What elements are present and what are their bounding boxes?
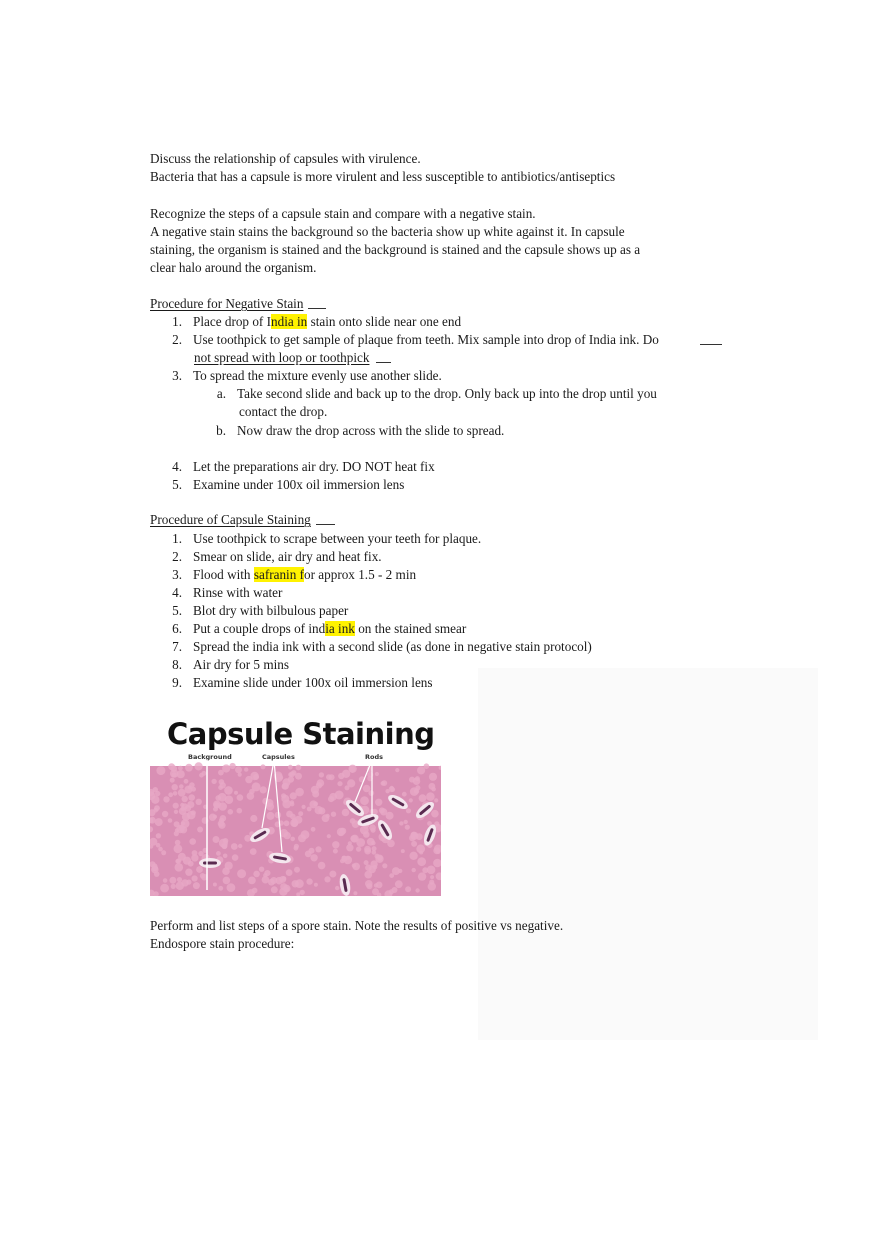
list-item: Blot dry with bilbulous paper <box>193 603 349 618</box>
endospore-procedure-label: Endospore stain procedure: <box>150 936 295 951</box>
sublist-letter: b. <box>216 423 226 438</box>
list-item: Spread the india ink with a second slide (as done in negative stain protocol) <box>193 639 592 654</box>
list-number: 2. <box>172 332 182 347</box>
list-item: Use toothpick to get sample of plaque from teeth. Mix sample into drop of India ink. Do <box>193 332 659 347</box>
capsule-staining-figure <box>150 708 441 896</box>
negative-stain-heading: Procedure for Negative Stain <box>150 296 304 311</box>
list-number: 5. <box>172 603 182 618</box>
figure-label-background: Background <box>188 753 232 761</box>
list-item: Place drop of India in stain onto slide near one end <box>193 314 462 329</box>
list-item-continuation: not spread with loop or toothpick <box>194 350 370 365</box>
virulence-question: Discuss the relationship of capsules with virulence. <box>150 151 421 166</box>
list-number: 8. <box>172 657 182 672</box>
list-number: 1. <box>172 531 182 546</box>
comparison-answer-line-2: staining, the organism is stained and the background is stained and the capsule shows up as a <box>150 242 641 257</box>
list-number: 3. <box>172 368 182 383</box>
highlighted-text: ndia in <box>271 314 308 329</box>
virulence-answer: Bacteria that has a capsule is more virulent and less susceptible to antibiotics/antiseptics <box>150 169 616 184</box>
list-number: 4. <box>172 585 182 600</box>
list-item: Examine under 100x oil immersion lens <box>193 477 405 492</box>
list-item: Rinse with water <box>193 585 283 600</box>
list-item: Let the preparations air dry. DO NOT heat fix <box>193 459 435 474</box>
highlighted-text: safranin f <box>253 567 304 582</box>
list-item: Examine slide under 100x oil immersion lens <box>193 675 433 690</box>
list-item: Put a couple drops of india ink on the stained smear <box>193 621 467 636</box>
list-number: 2. <box>172 549 182 564</box>
faint-background-block <box>478 668 818 1040</box>
figure-label-capsules: Capsules <box>262 753 295 761</box>
list-item: To spread the mixture evenly use another slide. <box>193 368 442 383</box>
sublist-item-continuation: contact the drop. <box>239 404 328 419</box>
list-item: Air dry for 5 mins <box>193 657 289 672</box>
list-number: 4. <box>172 459 182 474</box>
list-item: Use toothpick to scrape between your teeth for plaque. <box>193 531 482 546</box>
list-number: 6. <box>172 621 182 636</box>
figure-label-rods: Rods <box>365 753 383 761</box>
list-number: 9. <box>172 675 182 690</box>
list-item: Flood with safranin for approx 1.5 - 2 min <box>193 567 417 582</box>
comparison-answer-line-1: A negative stain stains the background so the bacteria show up white against it. In capsule <box>150 224 625 239</box>
capsule-stain-heading: Procedure of Capsule Staining <box>150 512 311 527</box>
sublist-item: Take second slide and back up to the drop. Only back up into the drop until you <box>237 386 657 401</box>
list-number: 5. <box>172 477 182 492</box>
line-tail <box>376 362 391 363</box>
sublist-item: Now draw the drop across with the slide to spread. <box>237 423 505 438</box>
list-number: 3. <box>172 567 182 582</box>
micrograph-image <box>150 760 441 896</box>
comparison-answer-line-3: clear halo around the organism. <box>150 260 317 275</box>
list-number: 1. <box>172 314 182 329</box>
heading-underline-tail <box>308 308 326 309</box>
list-item: Smear on slide, air dry and heat fix. <box>193 549 382 564</box>
bacterial-rod <box>199 858 221 868</box>
spore-stain-question: Perform and list steps of a spore stain. Note the results of positive vs negative. <box>150 918 564 933</box>
line-tail <box>700 344 722 345</box>
sublist-letter: a. <box>216 386 226 401</box>
highlighted-text: ia ink <box>325 621 355 636</box>
figure-title: Capsule Staining <box>167 717 435 751</box>
list-number: 7. <box>172 639 182 654</box>
capsule-stain-question: Recognize the steps of a capsule stain and compare with a negative stain. <box>150 206 536 221</box>
heading-underline-tail <box>316 524 335 525</box>
